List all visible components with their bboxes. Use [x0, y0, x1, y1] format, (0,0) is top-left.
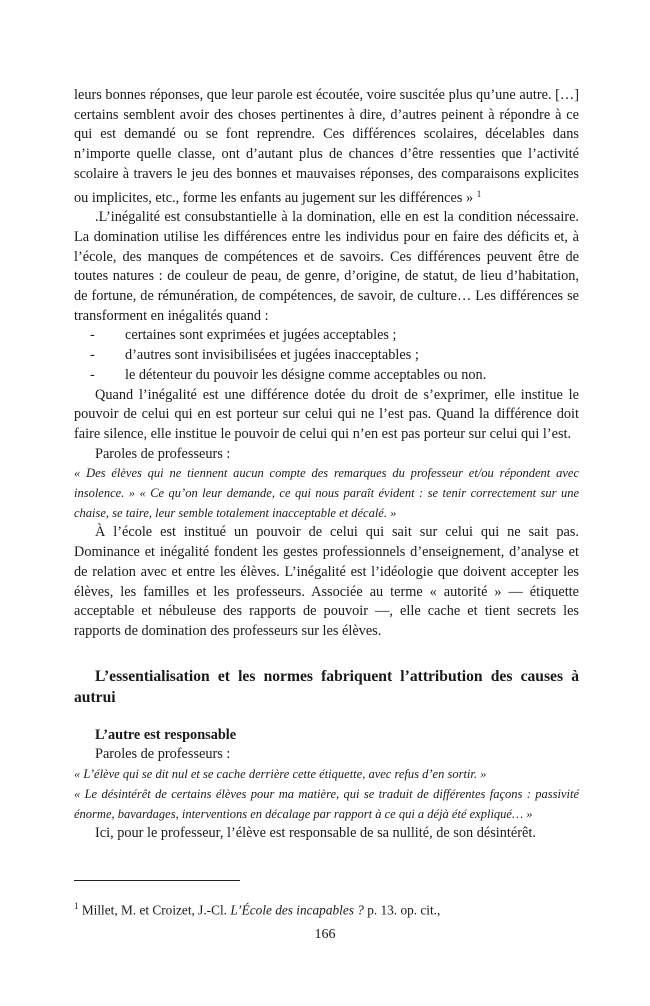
list-item	[74, 346, 579, 366]
dash-marker: -	[90, 366, 95, 383]
list-item-text: d’autres sont invisibilisées et jugées inacceptables ;	[125, 347, 419, 364]
page-body	[74, 86, 579, 844]
list-item	[74, 326, 579, 346]
page-number: 166	[314, 927, 336, 942]
dash-marker: -	[90, 347, 95, 364]
paragraph	[74, 86, 579, 208]
bullet-list	[74, 326, 579, 385]
dash-marker: -	[90, 327, 95, 344]
paragraph-text: leurs bonnes réponses, que leur parole est écoutée, voire suscitée plus qu’une autre. […] certains semblent avoir des choses pertinentes à dire, d’autres peinent à répondre à ce qui est demandé ou se font reprendre. Ces différences scolaires, décelables dans n’importe quelle classe, ont d’autant plus de chances d’être ressenties que l’activité scolaire à travers le jeu des bonnes et mauvaises réponses, des comparaisons explicites ou implicites, etc., forme les enfants au jugement sur les différences »	[74, 87, 579, 206]
list-item-text: le détenteur du pouvoir les désigne comme acceptables ou non.	[125, 366, 487, 383]
footnote-rest: p. 13. op. cit.,	[367, 902, 441, 918]
paragraph: Quand l’inégalité est une différence dotée du droit de s’exprimer, elle institue le pouvoir de celui qui en est porteur sur celui qui ne l’est pas. Quand la différence doit faire silence, elle institue le pouvoir de celui qui n’en est pas porteur sur celui qui l’est.	[74, 386, 579, 442]
footnote-reference[interactable]: 1	[476, 188, 482, 199]
paragraph: .L’inégalité est consubstantielle à la domination, elle en est la condition nécessaire. La domination utilise les différences entre les individus pour en faire des déficits et, à l’école, des manques de compétences et de savoirs. Ces différences peuvent être de toutes natures : de couleur de peau, de genre, d’origine, de statut, de lieu d’habitation, de fortune, de rémunération, de compétences, de savoir, de culture… Les différences se transforment en inégalités quand :	[74, 209, 579, 324]
paragraph: Ici, pour le professeur, l’élève est responsable de sa nullité, de son désintérêt.	[95, 825, 536, 842]
quote: « Le désintérêt de certains élèves pour ma matière, qui se traduit de différentes façons : passivité énorme, bavardages, interventions en décalage par rapport à ce qui a déjà été expliqué… »	[74, 786, 579, 821]
section-heading: L’essentialisation et les normes fabriquent l’attribution des causes à autrui	[74, 667, 579, 706]
footnote-mark: 1	[74, 901, 79, 911]
subsection-heading: L’autre est responsable	[95, 726, 237, 743]
quote: « L’élève qui se dit nul et se cache derrière cette étiquette, avec refus d’en sortir. »	[74, 767, 487, 782]
footnote-title: L’École des incapables ?	[230, 902, 364, 918]
quote: « Des élèves qui ne tiennent aucun compte des remarques du professeur et/ou répondent avec insolence. » « Ce qu’on leur demande, ce qui nous paraît évident : se tenir correctement sur une chaise, se taire, leur semble totalement inacceptable et décalé. »	[74, 466, 579, 520]
paragraph: Paroles de professeurs :	[95, 445, 231, 462]
paragraph: Paroles de professeurs :	[95, 746, 231, 763]
paragraph: À l’école est institué un pouvoir de celui qui sait sur celui qui ne sait pas. Dominance et inégalité fondent les gestes professionnels d’enseignement, d’analyse et de relation avec et entre les élèves. L’inégalité est l’idéologie que doivent accepter les élèves, les familles et les professeurs. Associée au terme « autorité » — étiquette acceptable et nébuleuse des rapports de pouvoir —, elle cache et tient secrets les rapports de domination des professeurs sur les élèves.	[74, 524, 579, 639]
footnote	[74, 897, 440, 919]
list-item	[74, 366, 579, 386]
list-item-text: certaines sont exprimées et jugées acceptables ;	[125, 327, 397, 344]
footnote-separator	[74, 880, 240, 881]
footnote-author: Millet, M. et Croizet, J.-Cl.	[81, 902, 227, 918]
